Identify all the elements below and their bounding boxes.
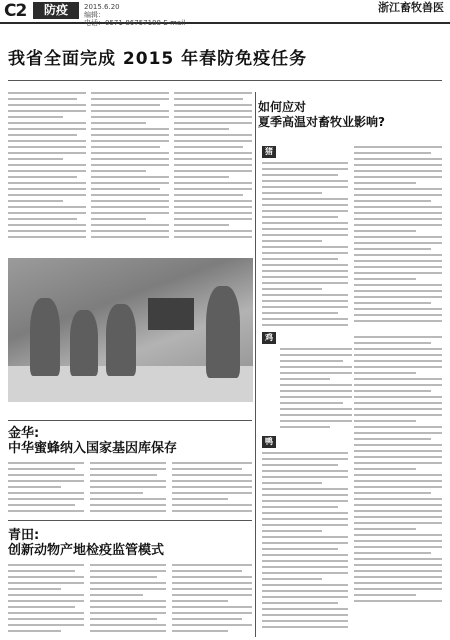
tag-pig: 猪 — [262, 146, 276, 158]
column-divider — [255, 92, 256, 637]
lead-column-1 — [8, 92, 86, 252]
lead-column-3 — [174, 92, 252, 252]
masthead-date: 2015.6.20 — [84, 3, 120, 11]
lead-headline: 我省全面完成 2015 年春防免疫任务 — [8, 49, 308, 69]
story3-title: 创新动物产地检疫监管模式 — [8, 543, 165, 558]
photo-person-1 — [30, 298, 60, 376]
story3-headline — [8, 528, 252, 558]
divider — [8, 520, 252, 521]
tag-duck: 鸭 — [262, 436, 276, 448]
story2-title: 中华蜜蜂纳入国家基因库保存 — [8, 441, 178, 456]
sidebar-column-1 — [262, 162, 348, 330]
section-name: 防疫 — [33, 2, 79, 19]
story2-column-1 — [8, 462, 84, 514]
sidebar-headline-line2: 夏季高温对畜牧业影响? — [258, 115, 385, 129]
divider — [8, 420, 252, 421]
lead-column-2 — [91, 92, 169, 252]
photo-person-3 — [106, 304, 136, 376]
sidebar-column-2 — [354, 146, 442, 330]
masthead-contact: 电话：0571-86757188 E-mail — [84, 19, 186, 27]
masthead-info — [84, 3, 334, 27]
masthead-editor: 编辑： — [84, 11, 105, 19]
sidebar-column-3 — [280, 348, 352, 434]
divider — [8, 80, 442, 81]
story3-kicker: 青田: — [8, 528, 40, 543]
story2-column-3 — [172, 462, 252, 514]
tag-chicken: 鸡 — [262, 332, 276, 344]
photo-person-4 — [206, 286, 240, 378]
paper-title: 浙江畜牧兽医 — [378, 1, 444, 14]
sidebar-column-5 — [262, 452, 348, 636]
story2-kicker: 金华: — [8, 426, 40, 441]
section-code: C2 — [4, 1, 27, 21]
story3-column-3 — [172, 564, 252, 636]
masthead — [0, 0, 450, 27]
story3-column-1 — [8, 564, 84, 636]
sidebar-headline — [258, 100, 444, 130]
sidebar-headline-line1: 如何应对 — [258, 100, 307, 114]
story3-column-2 — [90, 564, 166, 636]
sidebar-column-4 — [354, 336, 442, 636]
story2-column-2 — [90, 462, 166, 514]
photo-person-2 — [70, 310, 98, 376]
news-photo — [8, 258, 253, 402]
story2-headline — [8, 426, 252, 456]
photo-monitor — [148, 298, 194, 330]
paper-name — [378, 3, 444, 12]
